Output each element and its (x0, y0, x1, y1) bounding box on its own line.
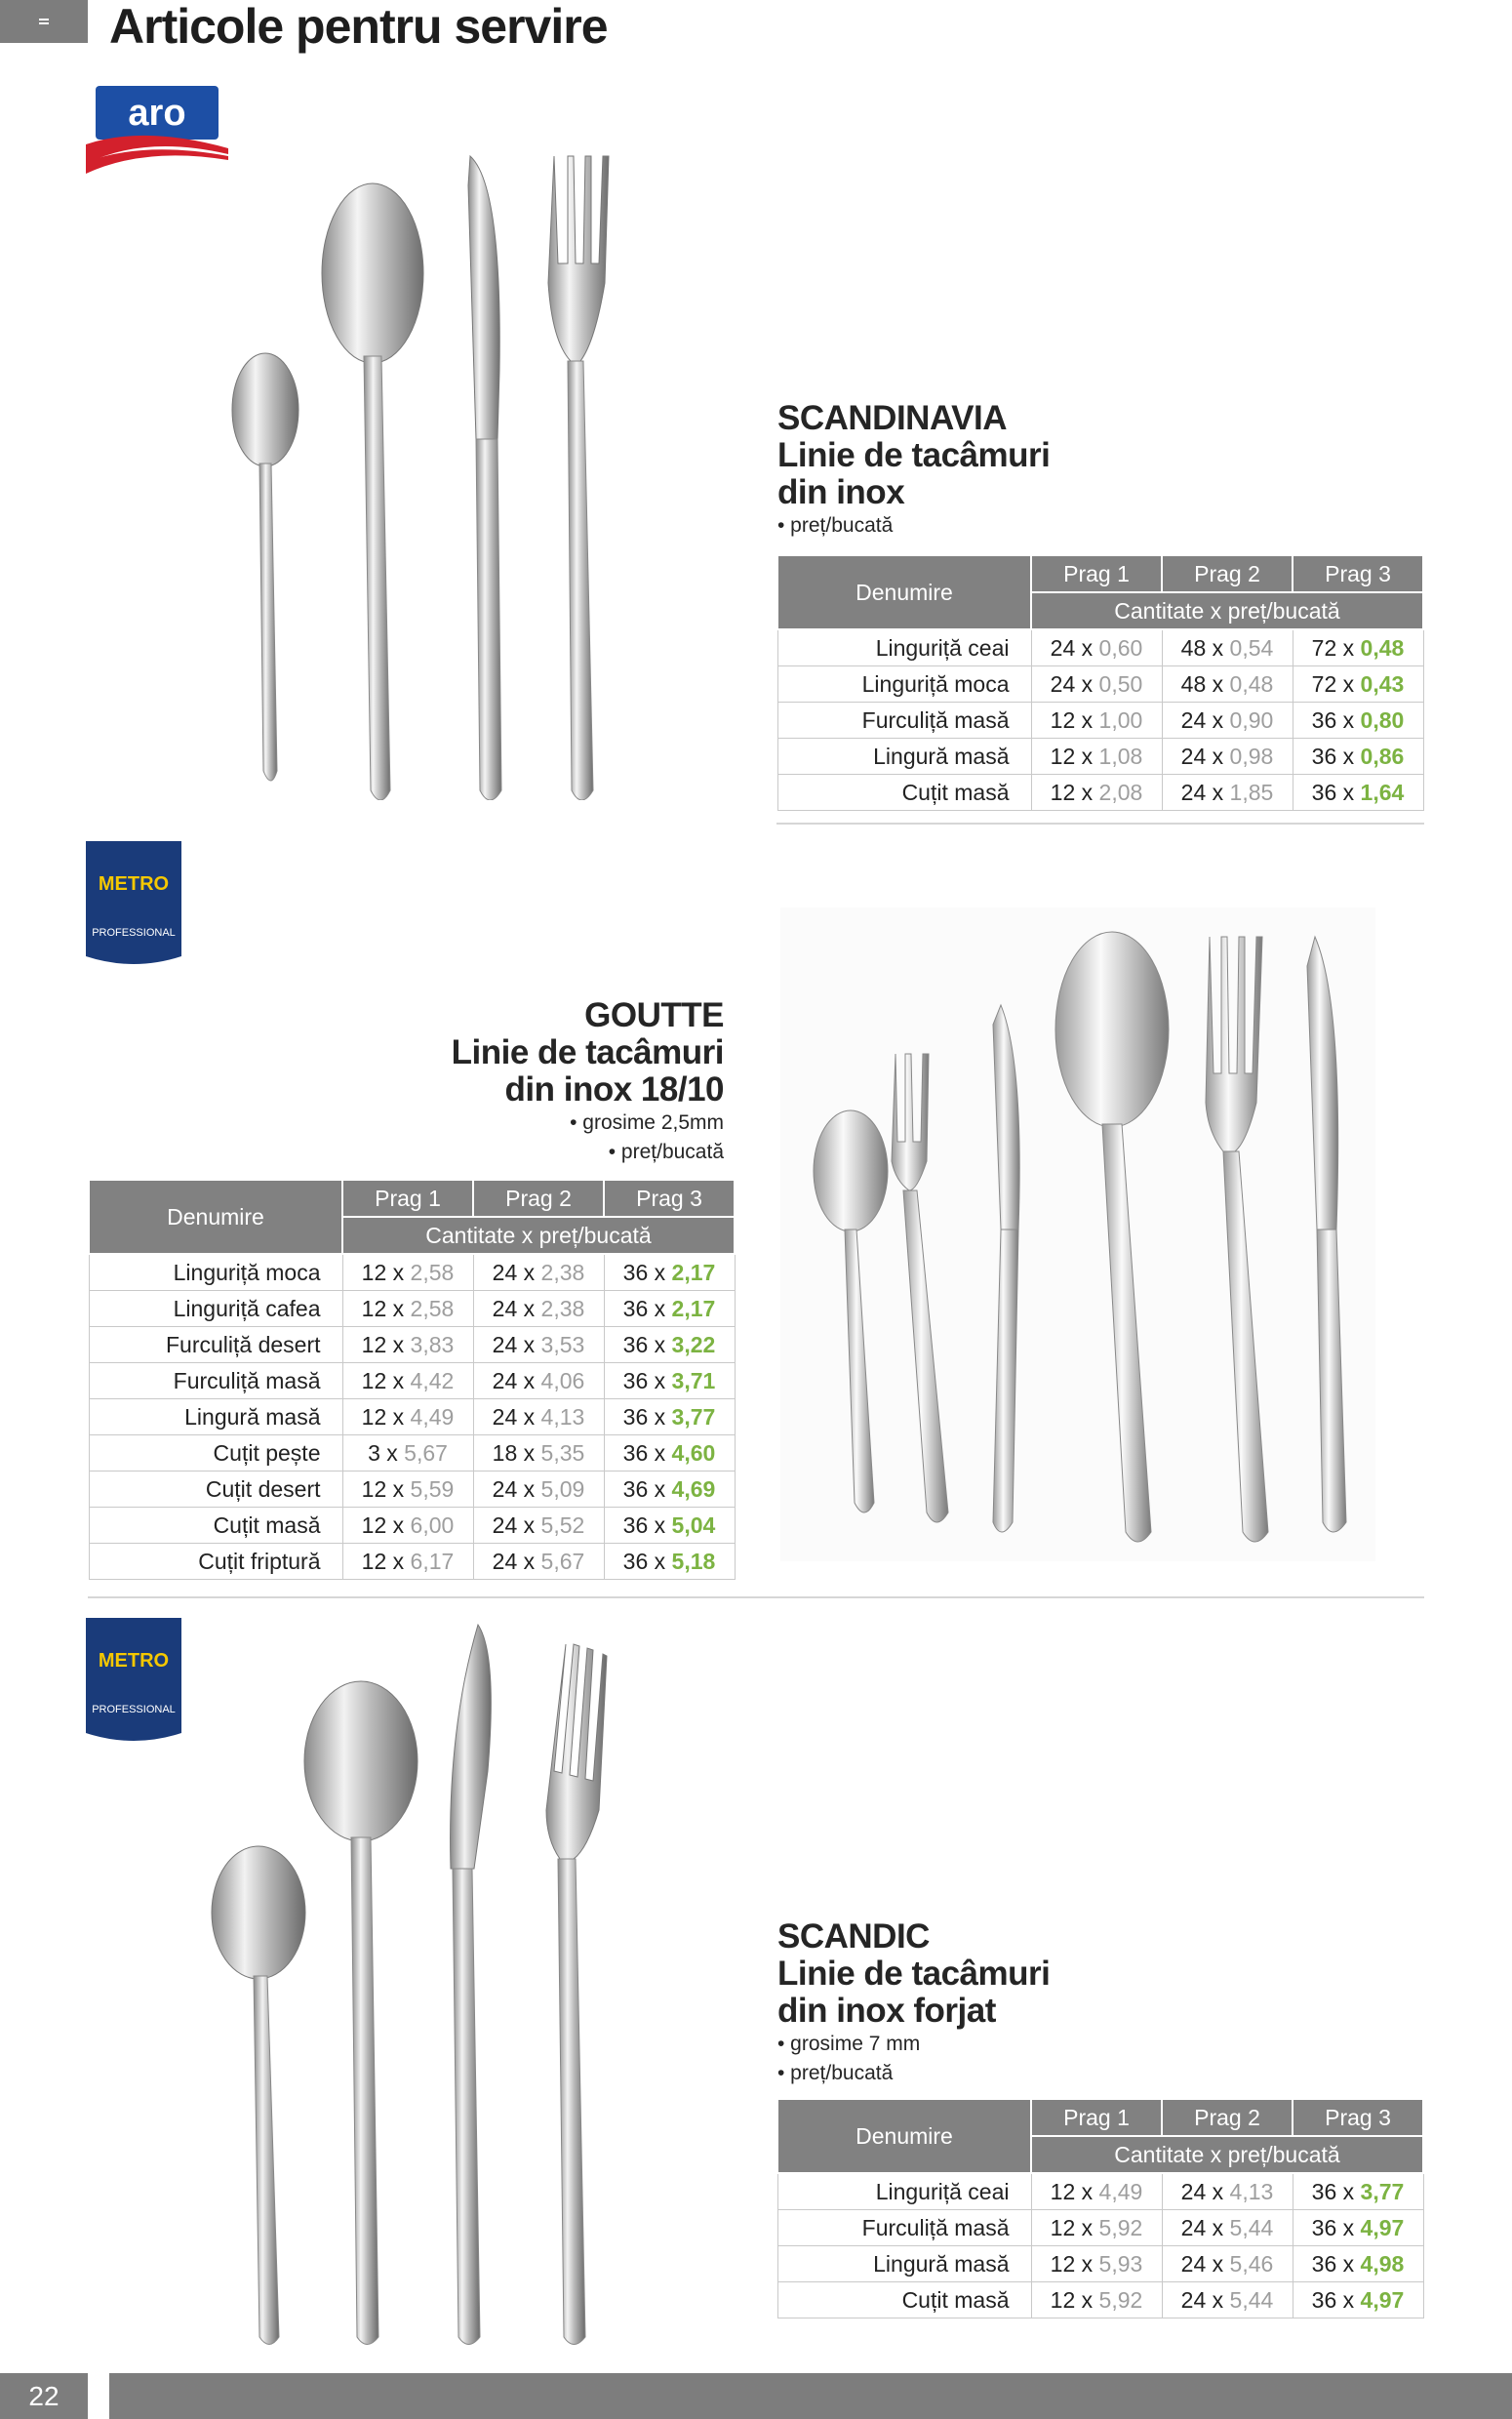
unit-price: 4,49 (410, 1403, 455, 1430)
quantity: 48 x (1180, 670, 1224, 697)
table-row (89, 1327, 735, 1363)
col-header-quantity-price: Cantitate x preț/bucată (1031, 2136, 1423, 2173)
unit-price: 2,17 (671, 1259, 716, 1285)
price-cell (1162, 666, 1293, 703)
item-name: Linguriță moca (89, 1254, 342, 1291)
unit-price: 4,97 (1360, 2286, 1405, 2313)
product-title-line: SCANDIC (777, 1917, 930, 1955)
price-cell (1162, 2282, 1293, 2318)
price-cell (473, 1435, 604, 1472)
table-row (89, 1291, 735, 1327)
product-title-line: Linie de tacâmuri (451, 1033, 724, 1071)
item-name: Furculiță masă (777, 703, 1031, 739)
quantity: 12 x (361, 1403, 405, 1430)
unit-price: 0,80 (1360, 706, 1405, 733)
price-cell (604, 1435, 735, 1472)
product-note: • grosime 7 mm (777, 2033, 921, 2055)
item-name: Lingură masă (777, 739, 1031, 775)
page-title: Articole pentru servire (109, 0, 608, 54)
unit-price: 0,90 (1229, 706, 1274, 733)
metro-professional-badge (86, 841, 181, 972)
price-cell (342, 1327, 473, 1363)
item-name: Cuțit masă (777, 2282, 1031, 2318)
item-name: Cuțit masă (89, 1508, 342, 1544)
quantity: 36 x (622, 1548, 666, 1574)
quantity: 24 x (492, 1259, 536, 1285)
unit-price: 3,22 (671, 1331, 716, 1357)
quantity: 36 x (1311, 2250, 1355, 2277)
col-header-prag2: Prag 2 (1162, 2099, 1293, 2136)
quantity: 36 x (622, 1512, 666, 1538)
price-cell (473, 1544, 604, 1580)
table-row (777, 2173, 1423, 2210)
product-title-line: Linie de tacâmuri (777, 436, 1051, 474)
price-cell (604, 1508, 735, 1544)
unit-price: 5,59 (410, 1475, 455, 1502)
quantity: 12 x (1050, 2214, 1094, 2240)
price-cell (473, 1254, 604, 1291)
price-cell (342, 1544, 473, 1580)
quantity: 24 x (1180, 743, 1224, 769)
product-note: • preț/bucată (608, 1141, 724, 1163)
price-cell (1031, 775, 1162, 811)
table-row (89, 1544, 735, 1580)
item-name: Cuțit friptură (89, 1544, 342, 1580)
unit-price: 0,98 (1229, 743, 1274, 769)
quantity: 12 x (1050, 2250, 1094, 2277)
price-cell (1293, 775, 1423, 811)
quantity: 36 x (1311, 2178, 1355, 2204)
quantity: 36 x (622, 1475, 666, 1502)
item-name: Linguriță cafea (89, 1291, 342, 1327)
aro-logo-text: aro (128, 93, 186, 134)
table-row (89, 1472, 735, 1508)
product-title-line: Linie de tacâmuri (777, 1955, 1051, 1993)
quantity: 24 x (492, 1331, 536, 1357)
unit-price: 0,54 (1229, 634, 1274, 661)
unit-price: 4,60 (671, 1439, 716, 1466)
quantity: 12 x (361, 1295, 405, 1321)
unit-price: 3,71 (671, 1367, 716, 1393)
unit-price: 3,53 (540, 1331, 585, 1357)
table-row (89, 1399, 735, 1435)
col-header-prag3: Prag 3 (1293, 2099, 1423, 2136)
footer-bar (109, 2373, 1512, 2419)
quantity: 24 x (492, 1548, 536, 1574)
quantity: 24 x (492, 1367, 536, 1393)
unit-price: 1,00 (1098, 706, 1143, 733)
unit-price: 5,67 (540, 1548, 585, 1574)
metro-professional-badge (86, 1618, 181, 1749)
col-header-prag1: Prag 1 (1031, 2099, 1162, 2136)
item-name: Cuțit pește (89, 1435, 342, 1472)
price-cell (473, 1472, 604, 1508)
unit-price: 0,48 (1229, 670, 1274, 697)
item-name: Furculiță desert (89, 1327, 342, 1363)
price-cell (604, 1327, 735, 1363)
quantity: 24 x (492, 1475, 536, 1502)
unit-price: 6,00 (410, 1512, 455, 1538)
price-cell (473, 1291, 604, 1327)
product-title-line: GOUTTE (584, 996, 724, 1034)
quantity: 24 x (1180, 706, 1224, 733)
quantity: 24 x (1050, 634, 1094, 661)
goutte-heading (371, 997, 724, 1167)
scandinavia-cutlery-photo (205, 146, 663, 800)
unit-price: 1,08 (1098, 743, 1143, 769)
price-cell (1293, 2173, 1423, 2210)
quantity: 72 x (1311, 670, 1355, 697)
price-cell (1031, 2246, 1162, 2282)
item-name: Linguriță ceai (777, 629, 1031, 666)
price-cell (342, 1363, 473, 1399)
product-note: • grosime 2,5mm (570, 1111, 724, 1134)
price-cell (342, 1291, 473, 1327)
col-header-quantity-price: Cantitate x preț/bucată (1031, 592, 1423, 629)
goutte-cutlery-photo (780, 907, 1375, 1561)
hamburger-icon (39, 17, 49, 26)
quantity: 12 x (361, 1367, 405, 1393)
quantity: 24 x (492, 1295, 536, 1321)
unit-price: 4,98 (1360, 2250, 1405, 2277)
price-cell (1293, 2282, 1423, 2318)
col-header-quantity-price: Cantitate x preț/bucată (342, 1217, 735, 1254)
quantity: 12 x (1050, 706, 1094, 733)
item-name: Furculiță masă (777, 2210, 1031, 2246)
price-cell (1031, 703, 1162, 739)
quantity: 48 x (1180, 634, 1224, 661)
price-cell (1031, 739, 1162, 775)
unit-price: 5,92 (1098, 2286, 1143, 2313)
price-cell (1031, 2173, 1162, 2210)
table-row (89, 1254, 735, 1291)
unit-price: 3,77 (1360, 2178, 1405, 2204)
scandic-cutlery-photo (195, 1615, 663, 2352)
unit-price: 4,06 (540, 1367, 585, 1393)
quantity: 24 x (492, 1403, 536, 1430)
scandinavia-heading (777, 400, 1050, 541)
price-cell (1293, 2210, 1423, 2246)
quantity: 36 x (1311, 743, 1355, 769)
col-header-prag2: Prag 2 (473, 1180, 604, 1217)
unit-price: 5,44 (1229, 2214, 1274, 2240)
price-cell (1293, 739, 1423, 775)
price-cell (604, 1291, 735, 1327)
product-title-line: SCANDINAVIA (777, 399, 1007, 437)
col-header-name: Denumire (777, 2099, 1031, 2173)
unit-price: 5,04 (671, 1512, 716, 1538)
metro-label: METRO (98, 873, 170, 895)
quantity: 24 x (1180, 779, 1224, 805)
unit-price: 2,58 (410, 1295, 455, 1321)
price-cell (604, 1254, 735, 1291)
quantity: 3 x (368, 1439, 398, 1466)
unit-price: 5,09 (540, 1475, 585, 1502)
metro-label: METRO (98, 1650, 170, 1672)
quantity: 12 x (1050, 2286, 1094, 2313)
price-cell (1162, 2246, 1293, 2282)
price-cell (1162, 739, 1293, 775)
quantity: 12 x (1050, 779, 1094, 805)
price-cell (1162, 2210, 1293, 2246)
quantity: 12 x (361, 1259, 405, 1285)
unit-price: 1,64 (1360, 779, 1405, 805)
quantity: 36 x (622, 1295, 666, 1321)
price-cell (342, 1399, 473, 1435)
price-cell (342, 1508, 473, 1544)
price-cell (342, 1472, 473, 1508)
price-cell (473, 1508, 604, 1544)
col-header-prag2: Prag 2 (1162, 555, 1293, 592)
unit-price: 3,83 (410, 1331, 455, 1357)
unit-price: 1,85 (1229, 779, 1274, 805)
price-cell (473, 1363, 604, 1399)
price-cell (473, 1327, 604, 1363)
price-cell (1031, 2282, 1162, 2318)
professional-label: PROFESSIONAL (92, 1704, 176, 1715)
price-cell (604, 1363, 735, 1399)
unit-price: 5,67 (404, 1439, 448, 1466)
unit-price: 4,49 (1098, 2178, 1143, 2204)
unit-price: 5,35 (540, 1439, 585, 1466)
quantity: 12 x (361, 1548, 405, 1574)
quantity: 12 x (361, 1331, 405, 1357)
unit-price: 0,50 (1098, 670, 1143, 697)
quantity: 36 x (1311, 2286, 1355, 2313)
table-row (89, 1435, 735, 1472)
unit-price: 4,42 (410, 1367, 455, 1393)
price-cell (604, 1472, 735, 1508)
quantity: 18 x (492, 1439, 536, 1466)
price-cell (1031, 2210, 1162, 2246)
unit-price: 4,13 (540, 1403, 585, 1430)
quantity: 12 x (361, 1512, 405, 1538)
unit-price: 5,46 (1229, 2250, 1274, 2277)
unit-price: 4,13 (1229, 2178, 1274, 2204)
quantity: 12 x (361, 1475, 405, 1502)
product-note: • preț/bucată (777, 514, 894, 537)
quantity: 36 x (622, 1367, 666, 1393)
quantity: 12 x (1050, 743, 1094, 769)
scandic-heading (777, 1918, 1050, 2088)
price-cell (1162, 2173, 1293, 2210)
table-row (777, 2282, 1423, 2318)
quantity: 24 x (1050, 670, 1094, 697)
quantity: 36 x (1311, 2214, 1355, 2240)
col-header-prag1: Prag 1 (1031, 555, 1162, 592)
price-cell (1293, 2246, 1423, 2282)
divider (776, 823, 1424, 825)
table-row (777, 666, 1423, 703)
quantity: 36 x (622, 1439, 666, 1466)
scandinavia-price-table (776, 554, 1424, 811)
price-cell (473, 1399, 604, 1435)
col-header-prag3: Prag 3 (1293, 555, 1423, 592)
table-row (89, 1508, 735, 1544)
quantity: 36 x (1311, 779, 1355, 805)
unit-price: 2,17 (671, 1295, 716, 1321)
col-header-prag1: Prag 1 (342, 1180, 473, 1217)
quantity: 24 x (492, 1512, 536, 1538)
quantity: 24 x (1180, 2286, 1224, 2313)
product-title-line: din inox forjat (777, 1992, 996, 2030)
price-cell (342, 1254, 473, 1291)
quantity: 24 x (1180, 2250, 1224, 2277)
price-cell (1293, 666, 1423, 703)
unit-price: 3,77 (671, 1403, 716, 1430)
quantity: 36 x (622, 1403, 666, 1430)
table-row (89, 1363, 735, 1399)
item-name: Furculiță masă (89, 1363, 342, 1399)
product-note: • preț/bucată (777, 2062, 894, 2084)
price-cell (1293, 703, 1423, 739)
item-name: Lingură masă (777, 2246, 1031, 2282)
unit-price: 0,48 (1360, 634, 1405, 661)
divider (88, 1596, 1424, 1598)
quantity: 36 x (1311, 706, 1355, 733)
product-title-line: din inox (777, 473, 905, 511)
quantity: 36 x (622, 1259, 666, 1285)
unit-price: 5,92 (1098, 2214, 1143, 2240)
col-header-name: Denumire (777, 555, 1031, 629)
unit-price: 2,38 (540, 1259, 585, 1285)
unit-price: 5,18 (671, 1548, 716, 1574)
unit-price: 6,17 (410, 1548, 455, 1574)
unit-price: 0,86 (1360, 743, 1405, 769)
item-name: Linguriță ceai (777, 2173, 1031, 2210)
price-cell (604, 1399, 735, 1435)
table-row (777, 629, 1423, 666)
item-name: Cuțit desert (89, 1472, 342, 1508)
quantity: 24 x (1180, 2214, 1224, 2240)
col-header-name: Denumire (89, 1180, 342, 1254)
table-row (777, 2246, 1423, 2282)
unit-price: 4,69 (671, 1475, 716, 1502)
unit-price: 5,93 (1098, 2250, 1143, 2277)
page-number: 22 (0, 2373, 88, 2419)
unit-price: 4,97 (1360, 2214, 1405, 2240)
price-cell (1293, 629, 1423, 666)
item-name: Linguriță moca (777, 666, 1031, 703)
price-cell (1162, 629, 1293, 666)
table-row (777, 739, 1423, 775)
unit-price: 2,58 (410, 1259, 455, 1285)
quantity: 36 x (622, 1331, 666, 1357)
quantity: 12 x (1050, 2178, 1094, 2204)
price-cell (604, 1544, 735, 1580)
menu-button[interactable] (0, 0, 88, 43)
col-header-prag3: Prag 3 (604, 1180, 735, 1217)
unit-price: 2,08 (1098, 779, 1143, 805)
unit-price: 5,52 (540, 1512, 585, 1538)
scandic-price-table (776, 2098, 1424, 2318)
goutte-price-table (88, 1179, 736, 1580)
price-cell (1162, 703, 1293, 739)
unit-price: 0,60 (1098, 634, 1143, 661)
unit-price: 0,43 (1360, 670, 1405, 697)
quantity: 72 x (1311, 634, 1355, 661)
quantity: 24 x (1180, 2178, 1224, 2204)
price-cell (342, 1435, 473, 1472)
price-cell (1162, 775, 1293, 811)
item-name: Lingură masă (89, 1399, 342, 1435)
price-cell (1031, 629, 1162, 666)
table-row (777, 703, 1423, 739)
professional-label: PROFESSIONAL (92, 927, 176, 939)
item-name: Cuțit masă (777, 775, 1031, 811)
table-row (777, 2210, 1423, 2246)
table-row (777, 775, 1423, 811)
product-title-line: din inox 18/10 (504, 1070, 724, 1109)
unit-price: 2,38 (540, 1295, 585, 1321)
unit-price: 5,44 (1229, 2286, 1274, 2313)
price-cell (1031, 666, 1162, 703)
